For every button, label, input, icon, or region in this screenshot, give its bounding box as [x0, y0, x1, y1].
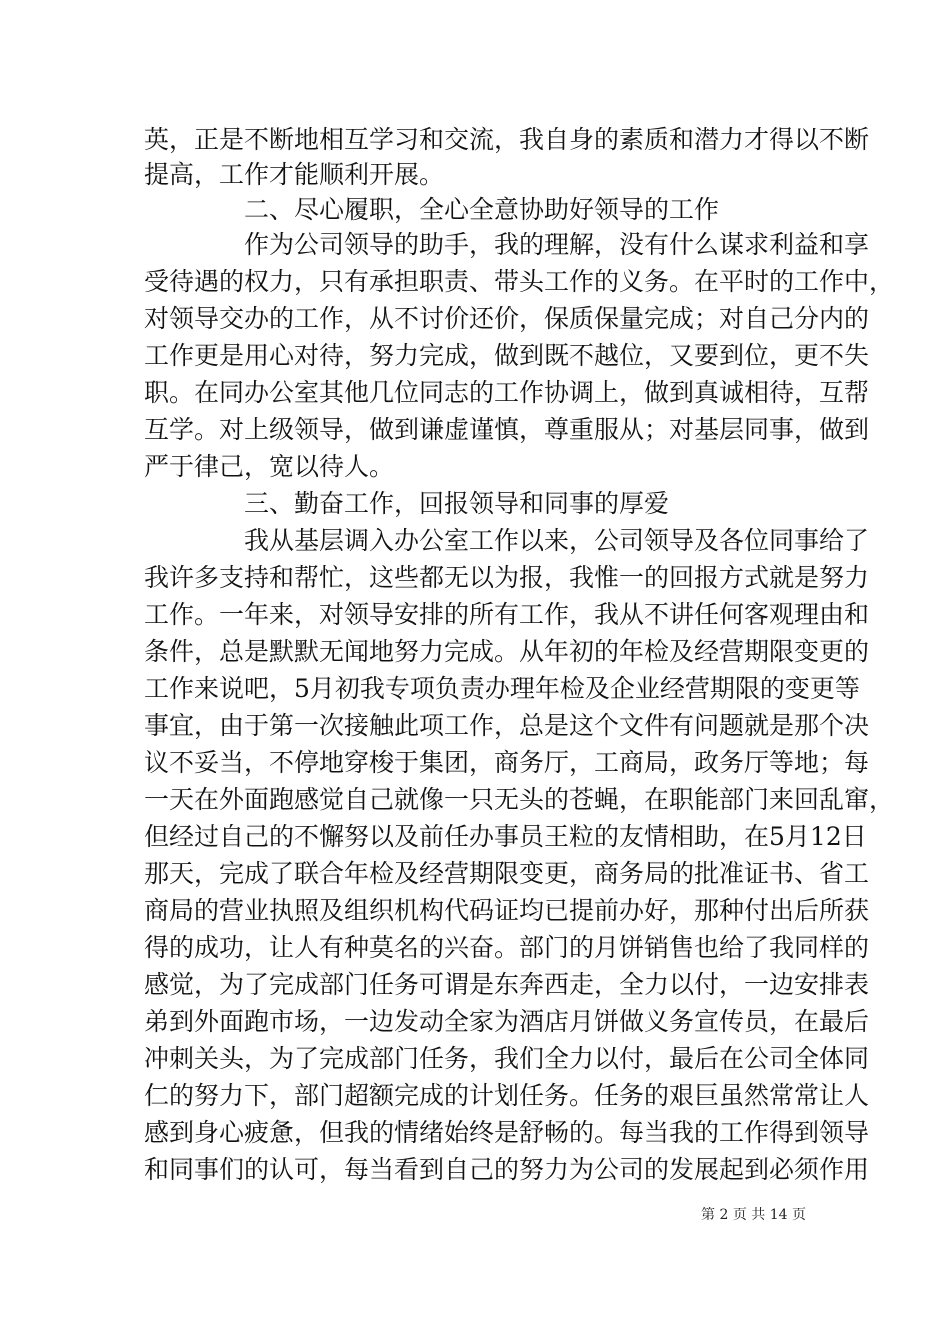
text-line-21: 那天，完成了联合年检及经营期限变更，商务局的批准证书、省工 [144, 859, 870, 888]
text-line-22: 商局的营业执照及组织机构代码证均已提前办好，那种付出后所获 [144, 896, 870, 925]
text-line-27: 仁的努力下，部门超额完成的计划任务。任务的艰巨虽然常常让人 [144, 1081, 870, 1110]
page-number-footer: 第 2 页 共 14 页 [701, 1207, 806, 1223]
text-line-24: 感觉，为了完成部门任务可谓是东奔西走，全力以付，一边安排表 [144, 970, 870, 999]
text-line-20: 但经过自己的不懈努以及前任办事员王粒的友情相助，在5月12日 [144, 822, 867, 851]
text-line-15: 条件，总是默默无闻地努力完成。从年初的年检及经营期限变更的 [144, 637, 870, 666]
text-line-25: 弟到外面跑市场，一边发动全家为酒店月饼做义务宣传员，在最后 [144, 1007, 870, 1036]
text-line-8: 职。在同办公室其他几位同志的工作协调上，做到真诚相待，互帮 [144, 378, 870, 407]
text-line-1: 英，正是不断地相互学习和交流，我自身的素质和潜力才得以不断 [144, 125, 870, 154]
text-line-2: 提高，工作才能顺利开展。 [144, 160, 445, 189]
section-heading-3: 三、勤奋工作，回报领导和同事的厚爱 [244, 489, 670, 518]
text-line-13: 我许多支持和帮忙，这些都无以为报，我惟一的回报方式就是努力 [144, 563, 870, 592]
text-line-29: 和同事们的认可，每当看到自己的努力为公司的发展起到必须作用 [144, 1155, 870, 1184]
text-line-4: 作为公司领导的助手，我的理解，没有什么谋求利益和享 [244, 230, 870, 259]
text-line-7: 工作更是用心对待，努力完成，做到既不越位，又要到位，更不失 [144, 341, 870, 370]
text-line-19: 一天在外面跑感觉自己就像一只无头的苍蝇，在职能部门来回乱窜， [144, 785, 895, 814]
text-line-16: 工作来说吧，5月初我专项负责办理年检及企业经营期限的变更等 [144, 674, 860, 703]
text-line-10: 严于律己，宽以待人。 [144, 452, 395, 481]
text-line-12: 我从基层调入办公室工作以来，公司领导及各位同事给了 [244, 526, 870, 555]
text-line-28: 感到身心疲惫，但我的情绪始终是舒畅的。每当我的工作得到领导 [144, 1118, 870, 1147]
text-line-18: 议不妥当，不停地穿梭于集团，商务厅，工商局，政务厅等地；每 [144, 748, 870, 777]
text-line-17: 事宜，由于第一次接触此项工作，总是这个文件有问题就是那个决 [144, 711, 870, 740]
section-heading-2: 二、尽心履职，全心全意协助好领导的工作 [244, 195, 720, 224]
text-line-5: 受待遇的权力，只有承担职责、带头工作的义务。在平时的工作中， [144, 267, 895, 296]
text-line-26: 冲刺关头，为了完成部门任务，我们全力以付，最后在公司全体同 [144, 1044, 870, 1073]
text-line-9: 互学。对上级领导，做到谦虚谨慎，尊重服从；对基层同事，做到 [144, 415, 870, 444]
text-line-14: 工作。一年来，对领导安排的所有工作，我从不讲任何客观理由和 [144, 600, 870, 629]
text-line-23: 得的成功，让人有种莫名的兴奋。部门的月饼销售也给了我同样的 [144, 933, 870, 962]
text-line-6: 对领导交办的工作，从不讨价还价，保质保量完成；对自己分内的 [144, 304, 870, 333]
